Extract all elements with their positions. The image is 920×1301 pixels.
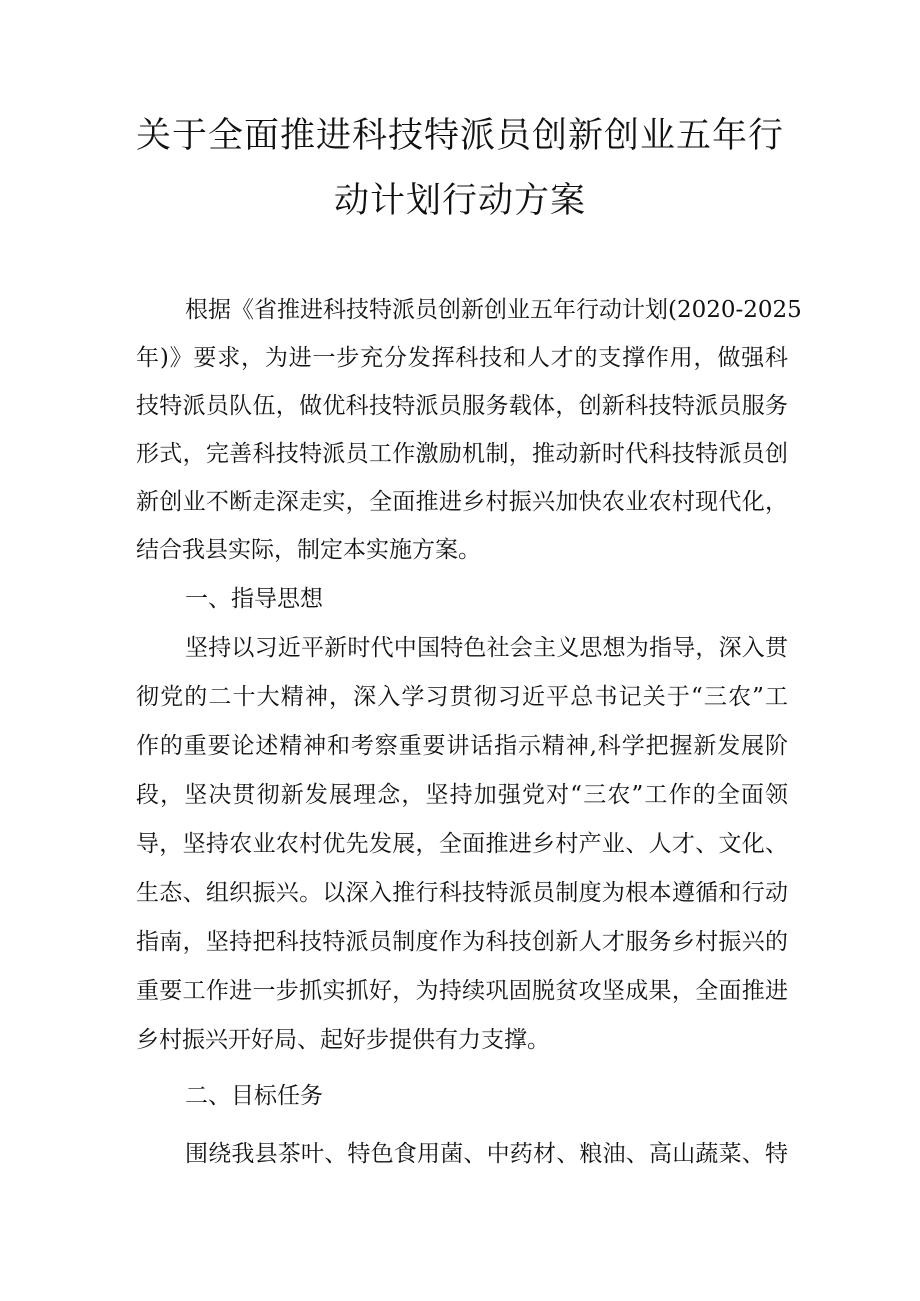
section1-paragraph-line: 作的重要论述精神和考察重要讲话指示精神,科学把握新发展阶 xyxy=(136,733,788,759)
document-title-line-1: 关于全面推进科技特派员创新创业五年行 xyxy=(135,116,784,156)
section1-paragraph-line: 坚持以习近平新时代中国特色社会主义思想为指导，深入贯 xyxy=(185,635,788,661)
section2-paragraph-line: 围绕我县茶叶、特色食用菌、中药材、粮油、高山蔬菜、特 xyxy=(185,1141,788,1167)
document-title-line-2: 动计划行动方案 xyxy=(333,181,586,221)
section-heading-guiding-ideology: 一、指导思想 xyxy=(185,586,323,612)
intro-paragraph-line: 结合我县实际，制定本实施方案。 xyxy=(136,537,481,563)
section1-paragraph-line: 段，坚决贯彻新发展理念，坚持加强党对“三农”工作的全面领 xyxy=(136,782,788,808)
intro-paragraph-line: 技特派员队伍，做优科技特派员服务载体，创新科技特派员服务 xyxy=(136,393,788,419)
section1-paragraph-line: 乡村振兴开好局、起好步提供有力支撑。 xyxy=(136,1027,550,1053)
section-heading-goals-tasks: 二、目标任务 xyxy=(185,1083,323,1109)
intro-paragraph-line: 根据《省推进科技特派员创新创业五年行动计划(2020-2025 xyxy=(185,297,802,323)
section1-paragraph-line: 彻党的二十大精神，深入学习贯彻习近平总书记关于“三农”工 xyxy=(136,684,788,710)
intro-paragraph-line: 新创业不断走深走实，全面推进乡村振兴加快农业农村现代化， xyxy=(136,489,788,515)
section1-paragraph-line: 重要工作进一步抓实抓好，为持续巩固脱贫攻坚成果，全面推进 xyxy=(136,978,788,1004)
section1-paragraph-line: 指南，坚持把科技特派员制度作为科技创新人才服务乡村振兴的 xyxy=(136,929,788,955)
section1-paragraph-line: 生态、组织振兴。以深入推行科技特派员制度为根本遵循和行动 xyxy=(136,880,788,906)
intro-paragraph-line: 形式，完善科技特派员工作激励机制，推动新时代科技特派员创 xyxy=(136,441,788,467)
section1-paragraph-line: 导，坚持农业农村优先发展，全面推进乡村产业、人才、文化、 xyxy=(136,831,788,857)
intro-paragraph-line: 年)》要求，为进一步充分发挥科技和人才的支撑作用，做强科 xyxy=(136,345,788,371)
